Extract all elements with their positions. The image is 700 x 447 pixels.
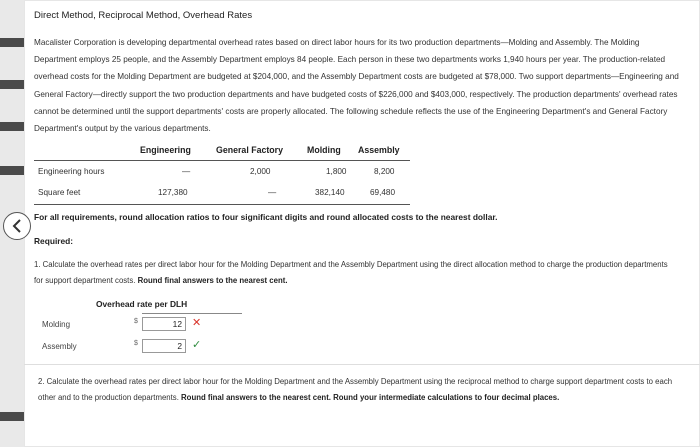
schedule-row-label: Engineering hours [38, 167, 105, 176]
schedule-rule-bottom [34, 204, 410, 205]
schedule-header-general-factory: General Factory [216, 145, 283, 155]
problem-title: Direct Method, Reciprocal Method, Overhead Rates [34, 10, 253, 21]
requirements-note: For all requirements, round allocation ratios to four significant digits and round allocated costs to the nearest dollar. [34, 212, 498, 222]
schedule-cell: 2,000 [250, 167, 271, 176]
rail-stripe [0, 122, 24, 131]
answer-label-assembly: Assembly [42, 342, 77, 351]
correct-icon: ✓ [192, 339, 202, 351]
schedule-cell: — [268, 188, 277, 197]
schedule-header-molding: Molding [307, 145, 341, 155]
overhead-rate-rule [142, 313, 242, 314]
currency-symbol: $ [134, 340, 138, 347]
schedule-cell: 127,380 [158, 188, 188, 197]
rail-stripe [0, 412, 24, 421]
question-1-text: 1. Calculate the overhead rates per direct labor hour for the Molding Department and the Assembly Department using the direct allocation method to charge the production departments for support department costs. [34, 260, 668, 285]
schedule-rule-top [34, 160, 410, 161]
problem-intro: Macalister Corporation is developing departmental overhead rates based on direct labor hours for its two production departments—Molding and Assembly. The Molding Department employs 25 people, and the Assembly Department employs 84 people. Each person in these two departments works 1,940 hours per year. The production-related overhead costs for the Molding Department are budgeted at $204,000, and the Assembly Department costs are budgeted at $78,000. Two support departments—Engineering and General Factory—directly support the two production departments and have budgeted costs of $226,000 and $403,000, respectively. The production departments' overhead rates cannot be determined until the support departments' costs are properly allocated. The following schedule reflects the use of the Engineering Department's and General Factory Department's output by the various departments. [34, 38, 679, 134]
section-divider [24, 364, 700, 365]
schedule-cell: 8,200 [374, 167, 395, 176]
schedule-cell: — [182, 167, 191, 176]
question-2 [38, 374, 678, 406]
rail-stripe [0, 38, 24, 47]
required-label: Required: [34, 236, 74, 246]
back-button[interactable] [3, 212, 31, 240]
question-1 [34, 257, 674, 289]
rail-stripe [0, 166, 24, 175]
schedule-cell: 69,480 [370, 188, 396, 197]
problem-page [24, 0, 700, 447]
currency-symbol: $ [134, 318, 138, 325]
question-2-bold: Round final answers to the nearest cent. Round your intermediate calculations to four decimal places. [181, 393, 560, 402]
chevron-left-icon [11, 219, 23, 233]
overhead-rate-header: Overhead rate per DLH [96, 299, 188, 309]
schedule-header-assembly: Assembly [358, 145, 400, 155]
assembly-rate-input[interactable]: 2 [142, 339, 186, 353]
incorrect-icon: ✕ [192, 317, 202, 329]
question-1-bold: Round final answers to the nearest cent. [137, 276, 288, 285]
question-2-text: 2. Calculate the overhead rates per direct labor hour for the Molding Department and the Assembly Department using the reciprocal method to charge support department costs to each other and to the production departments. [38, 377, 673, 402]
schedule-row-label: Square feet [38, 188, 81, 197]
schedule-cell: 382,140 [315, 188, 345, 197]
rail-stripe [0, 80, 24, 89]
answer-label-molding: Molding [42, 320, 71, 329]
molding-rate-input[interactable]: 12 [142, 317, 186, 331]
schedule-cell: 1,800 [326, 167, 347, 176]
schedule-header-engineering: Engineering [140, 145, 191, 155]
